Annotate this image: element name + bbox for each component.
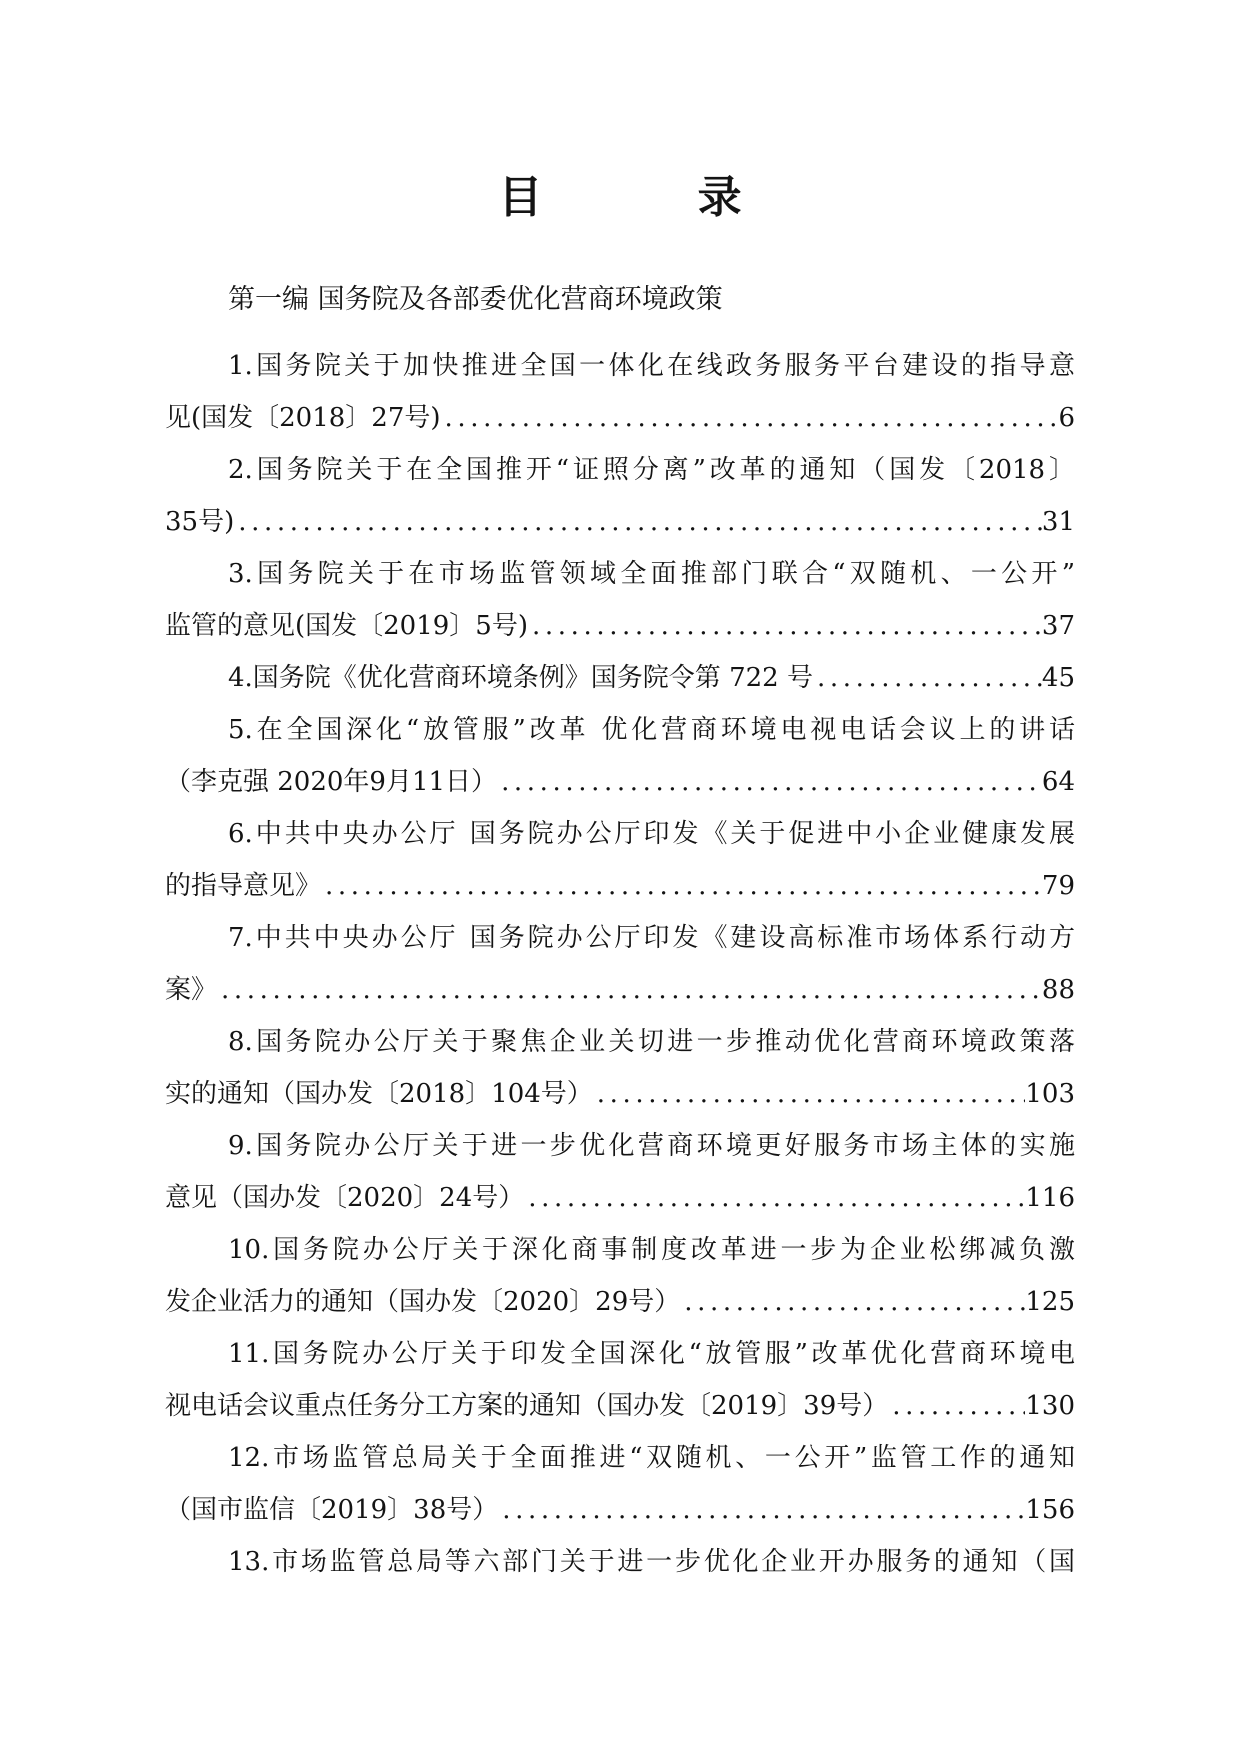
- toc-entry-text: 发企业活力的通知（国办发〔2020〕29号）: [165, 1287, 681, 1317]
- dot-leader: [234, 496, 1042, 548]
- dot-leader: [497, 756, 1042, 808]
- toc-entry-text: 2.国务院关于在全国推开“证照分离”改革的通知（国发〔2018〕: [228, 455, 1075, 485]
- dot-leader: [593, 1068, 1026, 1120]
- toc-entry-text: 8.国务院办公厅关于聚焦企业关切进一步推动优化营商环境政策落: [228, 1027, 1075, 1057]
- dot-leader: [528, 600, 1042, 652]
- page-number: 125: [1025, 1287, 1075, 1317]
- toc-entry-11[interactable]: [165, 1328, 1075, 1432]
- section-heading: 第一编 国务院及各部委优化营商环境政策: [228, 284, 723, 315]
- toc-entry-3[interactable]: [165, 548, 1075, 652]
- page-number: 88: [1041, 975, 1075, 1005]
- page-number: 130: [1025, 1391, 1075, 1421]
- page-number: 6: [1058, 403, 1075, 433]
- toc-entry-text: 见(国发〔2018〕27号): [165, 403, 441, 433]
- page-number: 64: [1041, 767, 1075, 797]
- toc-entry-10[interactable]: [165, 1224, 1075, 1328]
- toc-entry-1[interactable]: [165, 340, 1075, 444]
- page-number: 31: [1041, 507, 1075, 537]
- page-number: 45: [1041, 663, 1075, 693]
- toc-entry-text: 视电话会议重点任务分工方案的通知（国办发〔2019〕39号）: [165, 1391, 889, 1421]
- page-title: 目 录: [498, 172, 812, 223]
- toc-entry-9[interactable]: [165, 1120, 1075, 1224]
- toc-entry-6[interactable]: [165, 808, 1075, 912]
- page-number: 103: [1025, 1079, 1075, 1109]
- toc-entry-text: 监管的意见(国发〔2019〕5号): [165, 611, 528, 641]
- toc-entry-text: 的指导意见》: [165, 871, 322, 901]
- dot-leader: [498, 1484, 1025, 1536]
- toc-entry-text: 1.国务院关于加快推进全国一体化在线政务服务平台建设的指导意: [228, 351, 1075, 381]
- toc-entry-5[interactable]: [165, 704, 1075, 808]
- dot-leader: [217, 964, 1042, 1016]
- page-number: 37: [1041, 611, 1075, 641]
- page-number: 156: [1025, 1495, 1075, 1525]
- dot-leader: [888, 1380, 1025, 1432]
- dot-leader: [680, 1276, 1025, 1328]
- toc-entry-text: （李克强 2020年9月11日）: [165, 767, 498, 797]
- toc-entry-12[interactable]: [165, 1432, 1075, 1536]
- table-of-contents: [165, 340, 1075, 1588]
- toc-entry-text: 4.国务院《优化营商环境条例》国务院令第 722 号: [228, 663, 813, 693]
- dot-leader: [441, 392, 1059, 444]
- toc-entry-text: 意见（国办发〔2020〕24号）: [165, 1183, 525, 1213]
- dot-leader: [524, 1172, 1025, 1224]
- toc-entry-text: （国市监信〔2019〕38号）: [165, 1495, 499, 1525]
- toc-entry-text: 6.中共中央办公厅 国务院办公厅印发《关于促进中小企业健康发展: [228, 819, 1075, 849]
- dot-leader: [813, 652, 1042, 704]
- toc-entry-text: 7.中共中央办公厅 国务院办公厅印发《建设高标准市场体系行动方: [228, 923, 1075, 953]
- page-number: 79: [1041, 871, 1075, 901]
- toc-entry-7[interactable]: [165, 912, 1075, 1016]
- toc-entry-text: 实的通知（国办发〔2018〕104号）: [165, 1079, 593, 1109]
- toc-entry-text: 3.国务院关于在市场监管领域全面推部门联合“双随机、一公开”: [228, 559, 1075, 589]
- toc-entry-text: 案》: [165, 975, 218, 1005]
- toc-entry-text: 10.国务院办公厅关于深化商事制度改革进一步为企业松绑减负激: [228, 1235, 1075, 1265]
- page-number: 116: [1025, 1183, 1075, 1213]
- toc-entry-text: 5.在全国深化“放管服”改革 优化营商环境电视电话会议上的讲话: [228, 715, 1075, 745]
- toc-entry-2[interactable]: [165, 444, 1075, 548]
- dot-leader: [321, 860, 1042, 912]
- toc-entry-13[interactable]: [165, 1536, 1075, 1588]
- toc-entry-4[interactable]: [165, 652, 1075, 704]
- toc-entry-8[interactable]: [165, 1016, 1075, 1120]
- toc-entry-text: 12.市场监管总局关于全面推进“双随机、一公开”监管工作的通知: [228, 1443, 1075, 1473]
- toc-entry-text: 13.市场监管总局等六部门关于进一步优化企业开办服务的通知（国: [228, 1547, 1075, 1577]
- toc-entry-text: 35号): [165, 507, 235, 537]
- toc-entry-text: 11.国务院办公厅关于印发全国深化“放管服”改革优化营商环境电: [228, 1339, 1075, 1369]
- toc-entry-text: 9.国务院办公厅关于进一步优化营商环境更好服务市场主体的实施: [228, 1131, 1075, 1161]
